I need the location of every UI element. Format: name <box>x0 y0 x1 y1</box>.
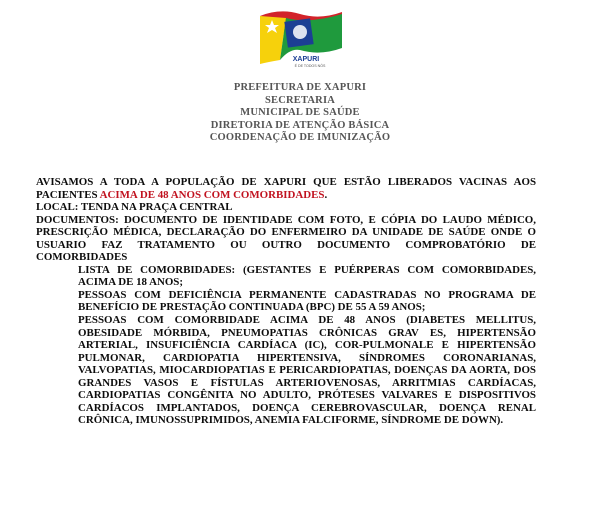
header-line-prefeitura: PREFEITURA DE XAPURI <box>233 82 367 93</box>
header-line-coordenacao: COORDENAÇÃO DE IMUNIZAÇÃO <box>209 132 391 144</box>
logo-subtext: É DE TODOS NÓS <box>294 64 326 68</box>
comorbidity-list-item: PESSOAS COM COMORBIDADE ACIMA DE 48 ANOS (DIABETES MELLITUS, OBESIDADE MÓRBIDA, PNEUMOPATIAS CRÔNICAS GRAV ES, HIPERTENSÃO ARTERIAL, INSUFICIÊNCIA CARDÍACA (IC), COR-PULMONALE E HIPERTENSÃO PULMONAR, CARDIOPATIA HIPERTENSIVA, SÍNDROMES CORONARIANAS, VALVOPATIAS, MIOCARDIOPATIAS E PERICARDIOPATIAS, DOENÇAS DA AORTA, DOS GRANDES VASOS E FÍSTULAS ARTERIOVENOSAS, ARRITMIAS CARDÍACAS, CARDIOPATIAS CONGÊNITA NO ADULTO, PRÓTESES VALVARES E DISPOSITIVOS CARDÍACOS IMPLANTADOS, DOENÇA CEREBROVASCULAR, DOENÇA RENAL CRÔNICA, IMUNOSSUPRIMIDOS, ANEMIA FALCIFORME, SÍNDROME DE DOWN). <box>78 314 536 427</box>
logo-emblem <box>293 25 307 39</box>
header-line-secretaria: SECRETARIA <box>264 94 336 106</box>
logo-text: XAPURI <box>292 56 320 63</box>
notice-local: LOCAL: TENDA NA PRAÇA CENTRAL <box>36 201 233 214</box>
header-line-diretoria: DIRETORIA DE ATENÇÃO BÁSICA <box>210 119 390 131</box>
xapuri-logo <box>250 4 350 70</box>
notice-intro-end: . <box>324 188 328 201</box>
document-header <box>0 82 600 145</box>
notice-highlight: ACIMA DE 48 ANOS COM COMORBIDADES <box>99 188 325 201</box>
comorbidity-list-item: PESSOAS COM DEFICIÊNCIA PERMANENTE CADASTRADAS NO PROGRAMA DE BENEFÍCIO DE PRESTAÇÃO CONTINUADA (BPC) DE 55 A 59 ANOS; <box>78 288 536 314</box>
comorbidity-list-item: LISTA DE COMORBIDADES: (GESTANTES E PUÉRPERAS COM COMORBIDADES, ACIMA DE 18 ANOS; <box>78 263 536 289</box>
notice-intro-text: AVISAMOS A TODA A POPULAÇÃO DE XAPURI QUE ESTÃO LIBERADOS VACINAS AOS PACIENTES <box>36 176 536 201</box>
notice-intro <box>36 176 536 201</box>
notice-body <box>36 176 536 427</box>
notice-documents: DOCUMENTOS: DOCUMENTO DE IDENTIDADE COM FOTO, E CÓPIA DO LAUDO MÉDICO, PRESCRIÇÃO MÉDICA, DECLARAÇÃO DO ENFERMEIRO DA UNIDADE DE SAÚDE ONDE O USUARIO FAZ TRATAMENTO OU OUTRO DOCUMENTO COMPROBATÓRIO DE COMORBIDADES <box>36 213 536 264</box>
header-line-municipal: MUNICIPAL DE SAÚDE <box>240 107 360 119</box>
